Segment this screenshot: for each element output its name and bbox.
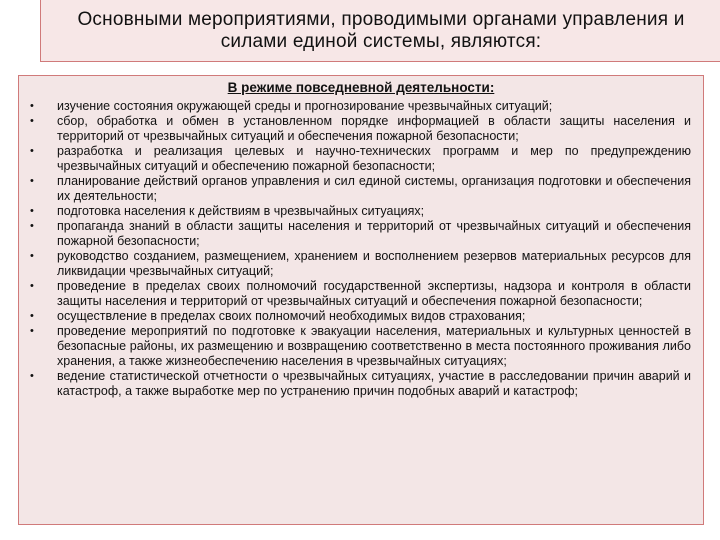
bullet-icon: • xyxy=(30,280,34,292)
bullet-icon: • xyxy=(30,325,34,337)
bullet-icon: • xyxy=(30,205,34,217)
list-item-text: изучение состояния окружающей среды и прогнозирование чрезвычайных ситуаций; xyxy=(57,99,553,113)
list-item xyxy=(19,279,703,309)
slide-title-line-1: Основными мероприятиями, проводимыми органами управления и xyxy=(77,8,685,30)
bullet-icon: • xyxy=(30,220,34,232)
content-box xyxy=(18,75,704,525)
list-item-text: планирование действий органов управления и сил единой системы, организация подготовки и обеспечения их деятельности; xyxy=(57,174,691,203)
measures-list xyxy=(19,99,703,399)
list-item-text: руководство созданием, размещением, хранением и восполнением резервов материальных ресурсов для ликвидации чрезвычайных ситуаций; xyxy=(57,249,691,278)
list-item xyxy=(19,369,703,399)
slide-title-box xyxy=(40,0,720,62)
bullet-icon: • xyxy=(30,175,34,187)
list-item-text: подготовка населения к действиям в чрезвычайных ситуациях; xyxy=(57,204,425,218)
bullet-icon: • xyxy=(30,250,34,262)
list-item-text: пропаганда знаний в области защиты населения и территорий от чрезвычайных ситуаций и обеспечения пожарной безопасности; xyxy=(57,219,691,248)
list-item-text: ведение статистической отчетности о чрезвычайных ситуациях, участие в расследовании причин аварий и катастроф, а также выработке мер по устранению причин подобных аварий и катастроф; xyxy=(57,369,691,398)
slide-title-line-2: силами единой системы, являются: xyxy=(220,30,542,52)
list-item xyxy=(19,249,703,279)
list-item-text: осуществление в пределах своих полномочий необходимых видов страхования; xyxy=(57,309,526,323)
list-item-text: проведение мероприятий по подготовке к эвакуации населения, материальных и культурных ценностей в безопасные районы, их размещению и возвращению соответственно в места постоянного проживания либо хранения, а также жизнеобеспечению населения в чрезвычайных ситуациях; xyxy=(57,324,691,368)
bullet-icon: • xyxy=(30,370,34,382)
list-item xyxy=(19,324,703,369)
bullet-icon: • xyxy=(30,115,34,127)
list-item xyxy=(19,99,703,114)
list-item xyxy=(19,174,703,204)
list-item xyxy=(19,204,703,219)
list-item-text: сбор, обработка и обмен в установленном порядке информацией в области защиты населения и территорий от чрезвычайных ситуаций и обеспечения пожарной безопасности; xyxy=(57,114,691,143)
bullet-icon: • xyxy=(30,145,34,157)
bullet-icon: • xyxy=(30,310,34,322)
list-item-text: проведение в пределах своих полномочий государственной экспертизы, надзора и контроля в области защиты населения и территорий от чрезвычайных ситуаций и обеспечения пожарной безопасности; xyxy=(57,279,691,308)
list-item xyxy=(19,114,703,144)
bullet-icon: • xyxy=(30,100,34,112)
list-item-text: разработка и реализация целевых и научно-технических программ и мер по предупреждению чрезвычайных ситуаций и обеспечению пожарной безопасности; xyxy=(57,144,691,173)
section-subtitle: В режиме повседневной деятельности: xyxy=(227,80,495,95)
list-item xyxy=(19,144,703,174)
list-item xyxy=(19,219,703,249)
list-item xyxy=(19,309,703,324)
